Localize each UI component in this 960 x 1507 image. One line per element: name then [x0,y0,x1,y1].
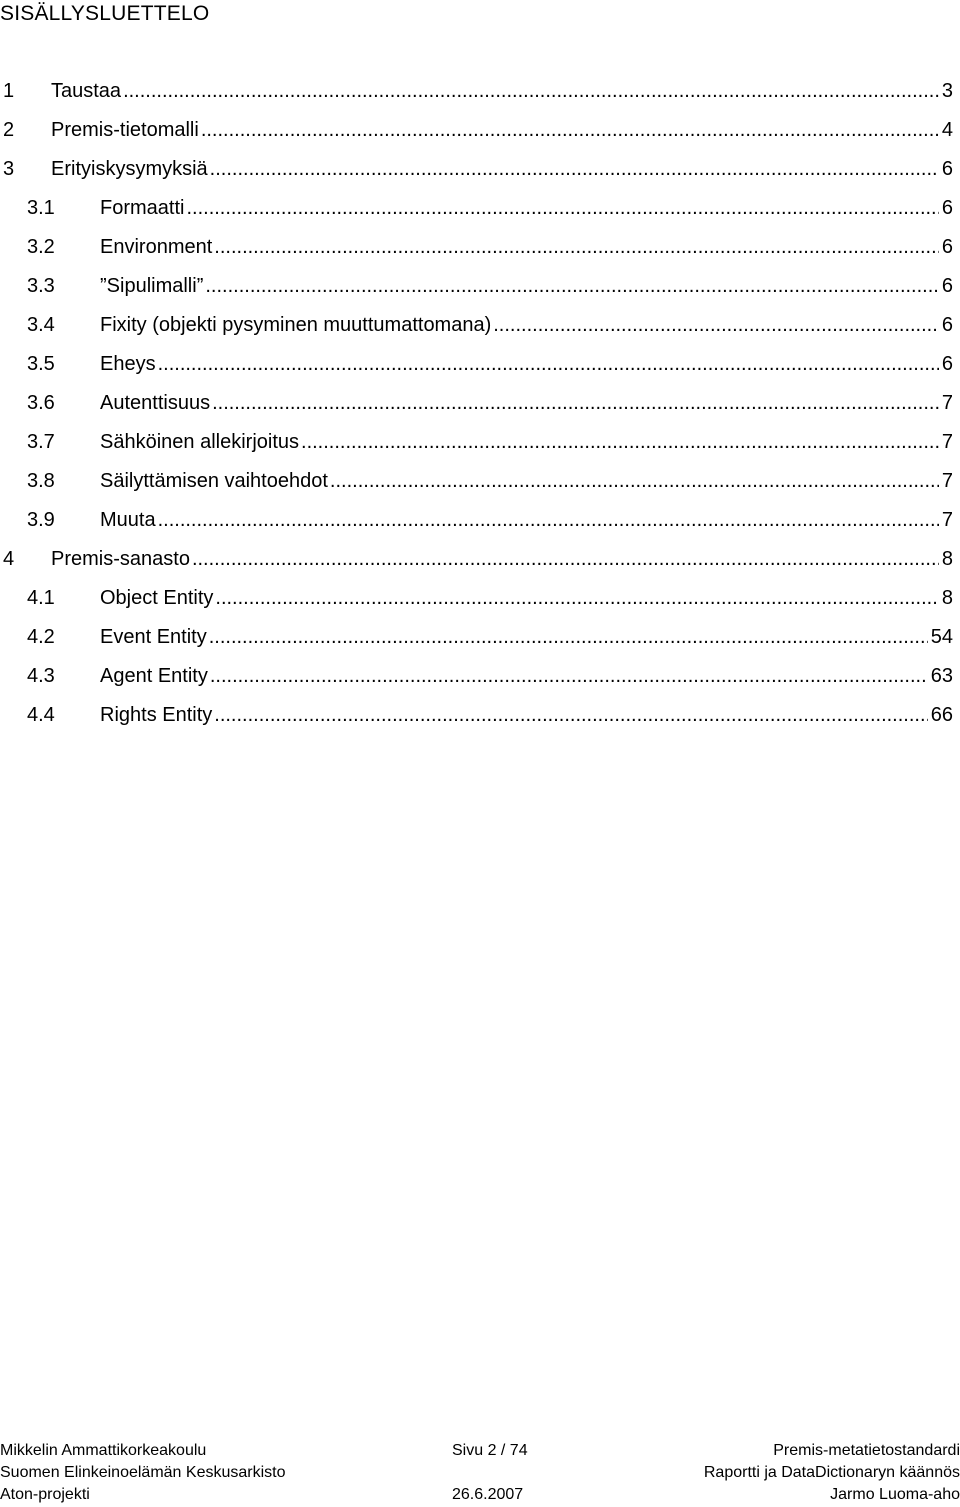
dot-leader [192,546,939,572]
toc-entry-title: Säilyttämisen vaihtoehdot [100,470,328,492]
toc-entry-page: 63 [930,665,953,687]
toc-entry-title: Formaatti [100,197,185,219]
footer-row [0,1484,960,1506]
toc-entry-page: 7 [941,509,953,531]
toc-entry-page: 3 [941,80,953,102]
dot-leader [209,624,928,650]
toc-entry-3-3[interactable] [0,273,953,299]
toc-entry-title: Muuta [100,509,156,531]
toc-entry-title: Autenttisuus [100,392,211,414]
toc-entry-number: 1 [3,80,15,102]
toc-entry-title: Erityiskysymyksiä [51,158,208,180]
toc-entry-4-1[interactable] [0,585,953,611]
toc-entry-page: 6 [941,236,953,258]
toc-entry-2[interactable] [0,117,953,143]
dot-leader [214,234,939,260]
toc-entry-1[interactable] [0,78,953,104]
toc-entry-title: Premis-sanasto [51,548,190,570]
toc-entry-page: 7 [941,431,953,453]
toc-entry-3-8[interactable] [0,468,953,494]
toc-entry-page: 54 [930,626,953,648]
footer-row [0,1440,960,1462]
dot-leader [186,195,938,221]
toc-entry-title: Event Entity [100,626,207,648]
toc-entry-number: 4.4 [27,704,55,726]
toc-entry-number: 3.1 [27,197,55,219]
dot-leader [214,702,927,728]
toc-entry-title: Premis-tietomalli [51,119,199,141]
footer-row [0,1462,960,1484]
footer-author: Jarmo Luoma-aho [830,1486,960,1503]
toc-entry-page: 7 [941,470,953,492]
dot-leader [158,351,939,377]
toc-entry-4-2[interactable] [0,624,953,650]
dot-leader [123,78,939,104]
footer-document-subtitle: Raportti ja DataDictionaryn käännös [703,1464,960,1481]
toc-entry-3-7[interactable] [0,429,953,455]
toc-entry-number: 3.8 [27,470,55,492]
toc-entry-page: 7 [941,392,953,414]
dot-leader [205,273,939,299]
footer-project: Aton-projekti [0,1486,90,1503]
dot-leader [212,390,939,416]
toc-entry-number: 4.3 [27,665,55,687]
footer-organization: Suomen Elinkeinoelämän Keskusarkisto [0,1464,286,1481]
toc-entry-page: 6 [941,158,953,180]
toc-entry-number: 4.2 [27,626,55,648]
toc-entry-3-2[interactable] [0,234,953,260]
toc-entry-4[interactable] [0,546,953,572]
dot-leader [158,507,939,533]
toc-entry-page: 6 [941,197,953,219]
dot-leader [330,468,939,494]
toc-entry-title: Environment [100,236,213,258]
toc-entry-page: 8 [941,587,953,609]
toc-entry-number: 3.9 [27,509,55,531]
toc-entry-page: 4 [941,119,953,141]
toc-entry-title: Rights Entity [100,704,213,726]
dot-leader [301,429,939,455]
dot-leader [201,117,939,143]
toc-entry-page: 6 [941,314,953,336]
toc-entry-title: Taustaa [51,80,122,102]
toc-entry-page: 6 [941,275,953,297]
toc-entry-page: 66 [930,704,953,726]
toc-entry-number: 4.1 [27,587,55,609]
footer-organization: Mikkelin Ammattikorkeakoulu [0,1442,207,1459]
toc-entry-3-9[interactable] [0,507,953,533]
toc-entry-title: ”Sipulimalli” [100,275,204,297]
toc-entry-title: Object Entity [100,587,214,609]
footer-page-number: Sivu 2 / 74 [452,1442,528,1459]
toc-heading: SISÄLLYSLUETTELO [0,2,210,25]
toc-entry-number: 3 [3,158,15,180]
toc-entry-page: 6 [941,353,953,375]
toc-entry-number: 3.5 [27,353,55,375]
toc-entry-number: 4 [3,548,15,570]
toc-entry-3-4[interactable] [0,312,953,338]
dot-leader [210,156,939,182]
dot-leader [210,663,928,689]
dot-leader [493,312,939,338]
toc-entry-title: Agent Entity [100,665,208,687]
toc-entry-number: 3.4 [27,314,55,336]
toc-entry-3-5[interactable] [0,351,953,377]
toc-entry-number: 3.7 [27,431,55,453]
footer-date: 26.6.2007 [452,1486,524,1503]
toc-entry-4-4[interactable] [0,702,953,728]
toc-entry-number: 3.2 [27,236,55,258]
toc-entry-title: Sähköinen allekirjoitus [100,431,300,453]
toc-entry-page: 8 [941,548,953,570]
page-footer [0,1440,960,1506]
toc-entry-number: 2 [3,119,15,141]
toc-entry-3-1[interactable] [0,195,953,221]
footer-document-title: Premis-metatietostandardi [773,1442,960,1459]
toc-entry-number: 3.6 [27,392,55,414]
toc-entry-3[interactable] [0,156,953,182]
dot-leader [215,585,938,611]
toc-entry-number: 3.3 [27,275,55,297]
toc-entry-title: Eheys [100,353,156,375]
toc-entry-title: Fixity (objekti pysyminen muuttumattomana) [100,314,492,336]
toc-entry-3-6[interactable] [0,390,953,416]
toc-entry-4-3[interactable] [0,663,953,689]
